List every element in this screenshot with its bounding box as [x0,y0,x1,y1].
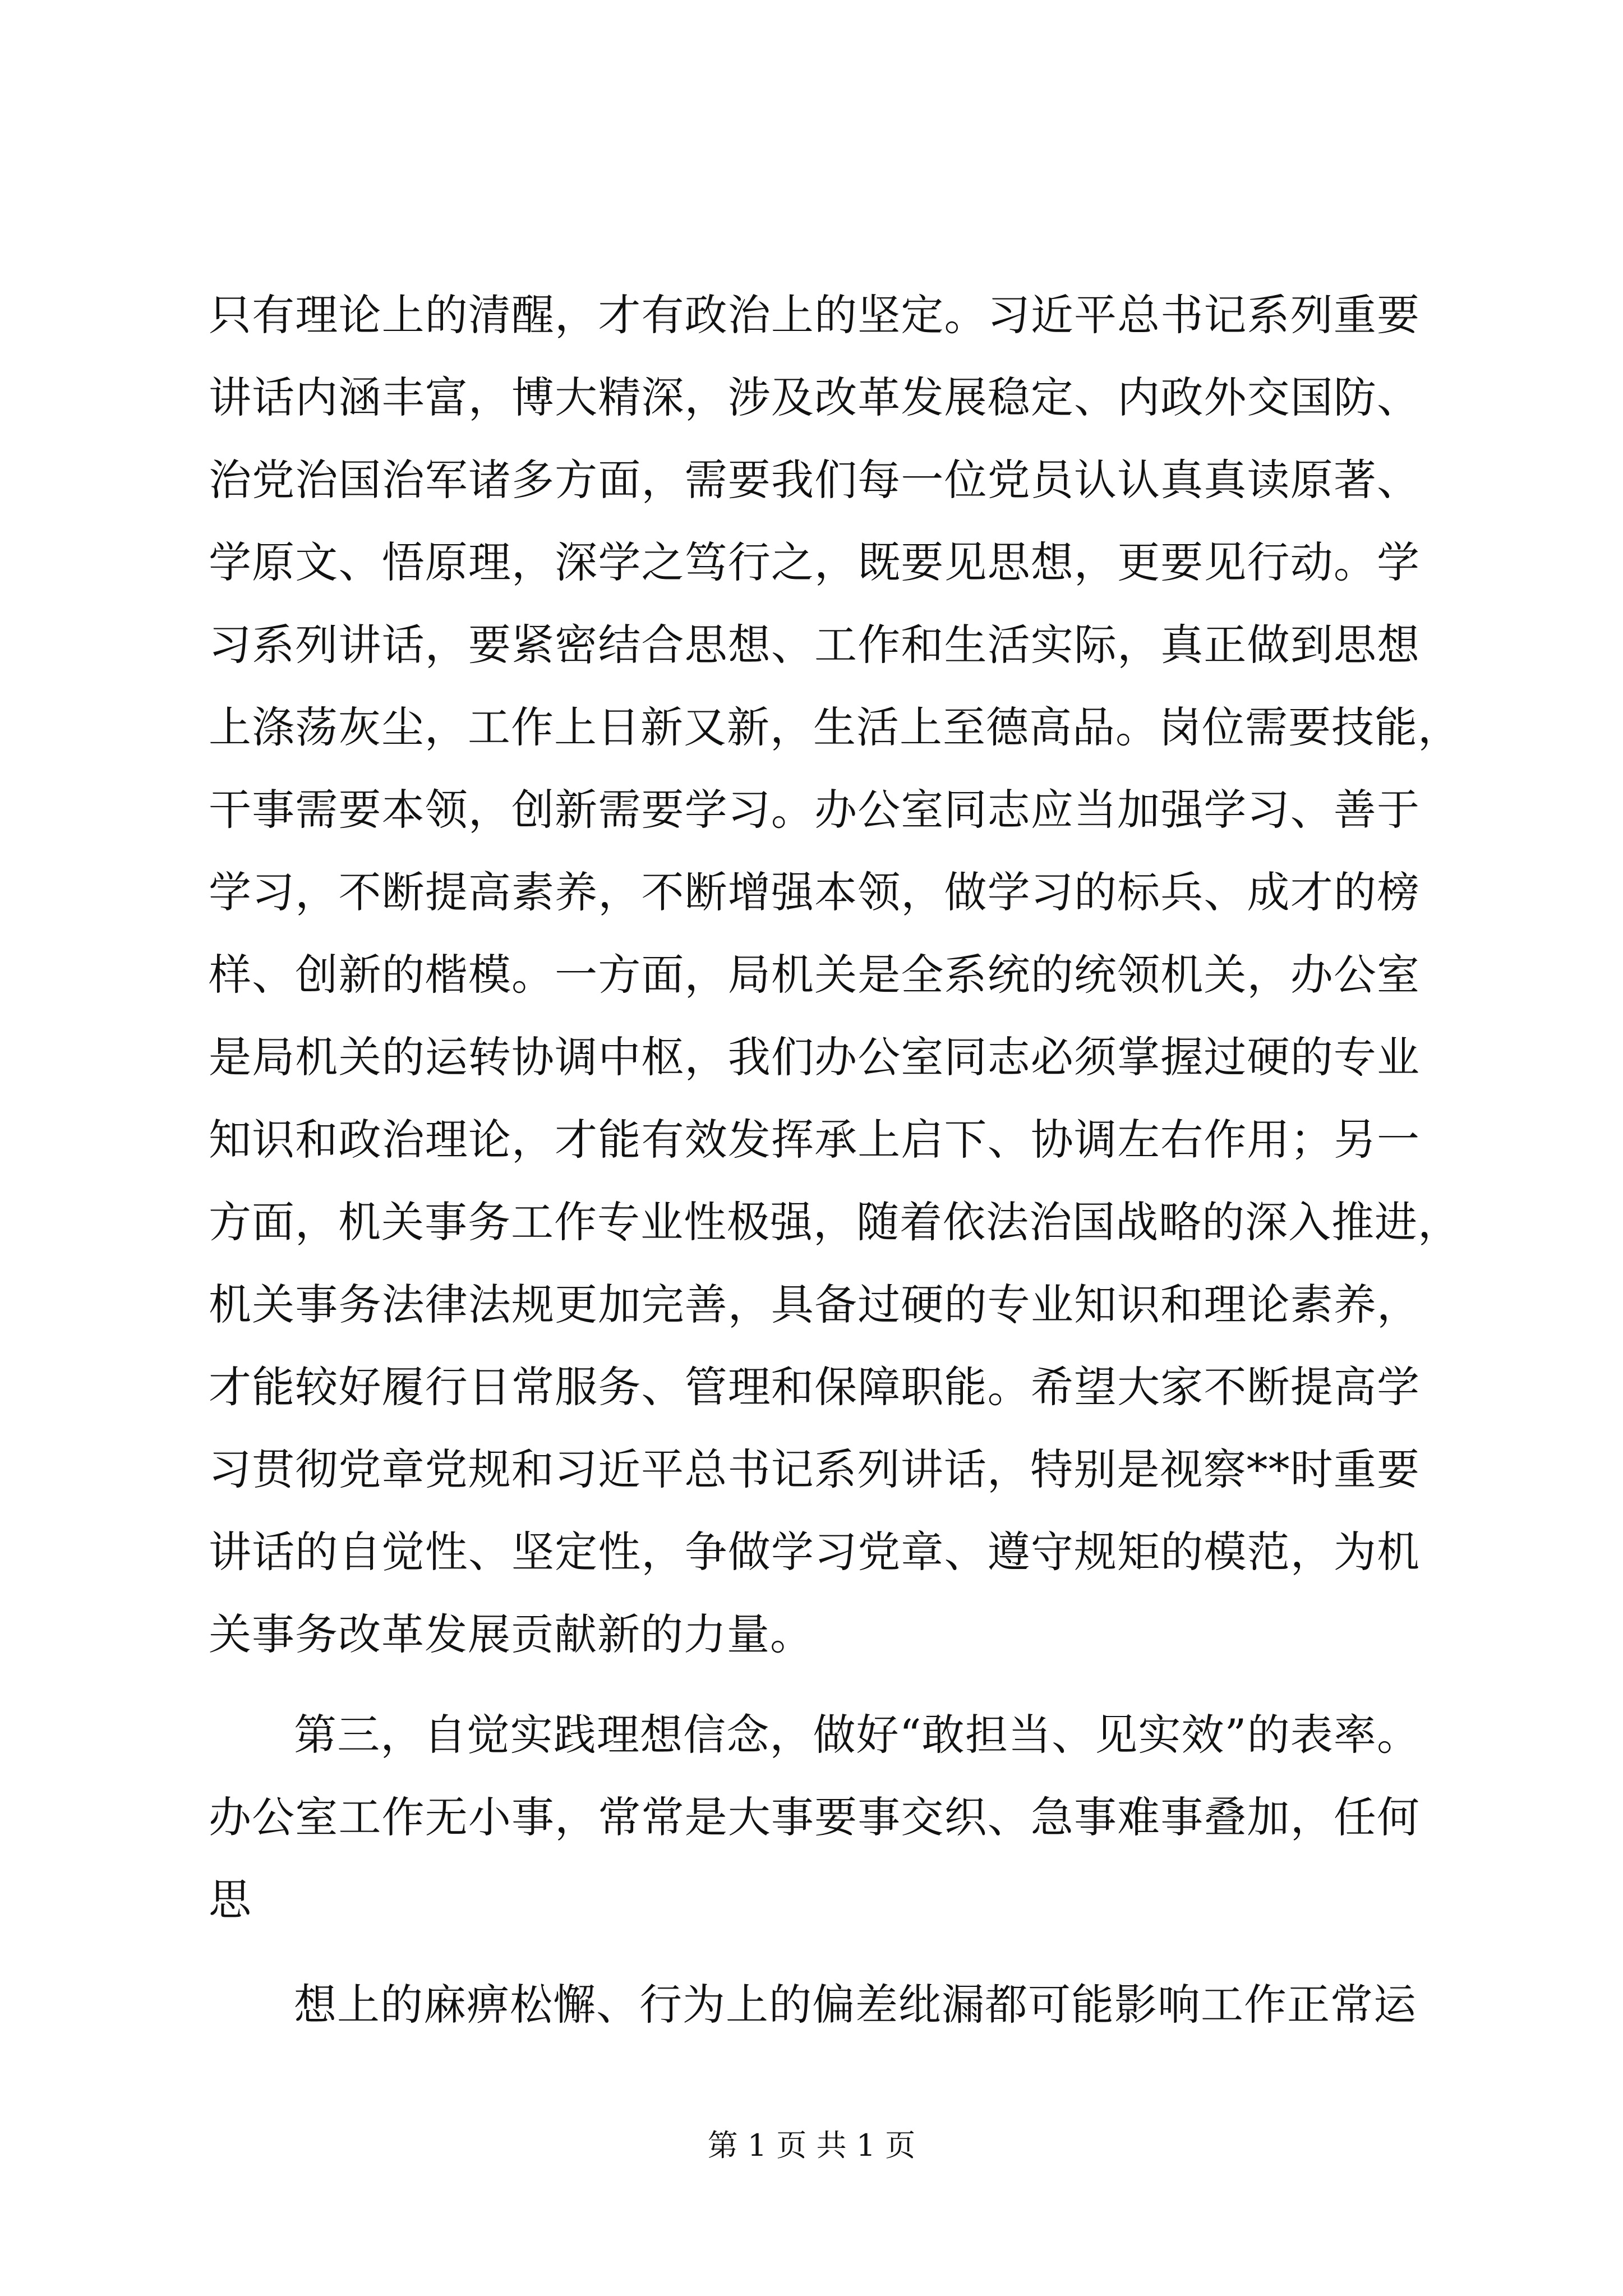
text-line: 关事务改革发展贡献新的力量。 [209,1609,813,1659]
text-line: 学原文、悟原理，深学之笃行之，既要见思想，更要见行动。学 [209,537,1420,587]
text-line: 是局机关的运转协调中枢，我们办公室同志必须掌握过硬的专业 [209,1032,1420,1082]
text-line: 讲话内涵丰富，博大精深，涉及改革发展稳定、内政外交国防、 [209,372,1420,422]
paragraph-opening-line: 第三，自觉实践理想信念，做好“敢担当、见实效”的表率。 [294,1710,1420,1760]
text-line: 思 [209,1875,252,1925]
text-line: 样、创新的楷模。一方面，局机关是全系统的统领机关，办公室 [209,950,1420,1000]
text-line: 上涤荡灰尘，工作上日新又新，生活上至德高品。岗位需要技能， [209,702,1461,752]
text-line: 方面，机关事务工作专业性极强，随着依法治国战略的深入推进， [209,1197,1461,1247]
text-line: 习贯彻党章党规和习近平总书记系列讲话，特别是视察**时重要 [209,1444,1420,1494]
paragraph-opening-line: 想上的麻痹松懈、行为上的偏差纰漏都可能影响工作正常运 [294,1980,1417,2030]
text-line: 习系列讲话，要紧密结合思想、工作和生活实际，真正做到思想 [209,620,1420,670]
text-line: 干事需要本领，创新需要学习。办公室同志应当加强学习、善于 [209,785,1420,835]
text-line: 知识和政治理论，才能有效发挥承上启下、协调左右作用；另一 [209,1115,1420,1165]
text-line: 只有理论上的清醒，才有政治上的坚定。习近平总书记系列重要 [209,290,1420,340]
page-footer: 第 1 页 共 1 页 [707,2128,916,2163]
document-body [209,274,1461,2046]
text-line: 机关事务法律法规更加完善，具备过硬的专业知识和理论素养， [209,1280,1420,1329]
paragraph-gap [209,1676,1420,1694]
text-line: 讲话的自觉性、坚定性，争做学习党章、遵守规矩的模范，为机 [209,1527,1420,1577]
paragraph-gap [209,1941,1420,1963]
text-line: 学习，不断提高素养，不断增强本领，做学习的标兵、成才的榜 [209,867,1420,917]
text-line: 治党治国治军诸多方面，需要我们每一位党员认认真真读原著、 [209,455,1420,505]
text-line: 办公室工作无小事，常常是大事要事交织、急事难事叠加，任何 [209,1792,1420,1842]
text-line: 才能较好履行日常服务、管理和保障职能。希望大家不断提高学 [209,1362,1420,1412]
